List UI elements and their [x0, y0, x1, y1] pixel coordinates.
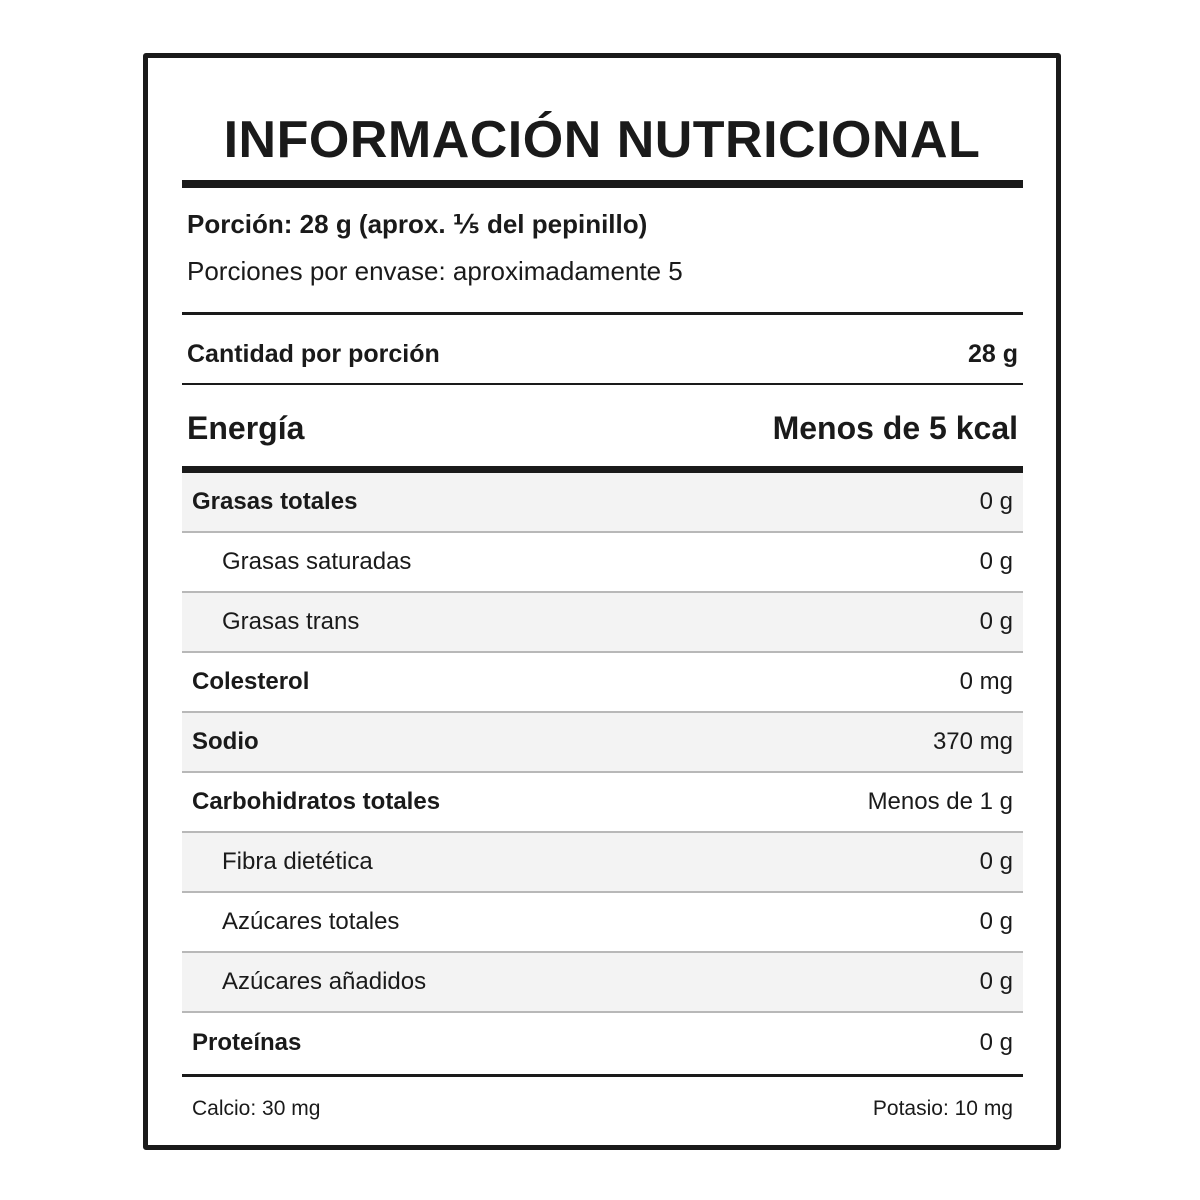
serving-size: Porción: 28 g (aprox. ⅕ del pepinillo) — [187, 209, 648, 239]
nutrient-name: Grasas trans — [222, 608, 360, 635]
nutrient-value: 0 g — [979, 848, 1013, 875]
nutrient-name: Azúcares añadidos — [222, 968, 427, 995]
nutrient-value: 0 mg — [959, 668, 1013, 695]
nutrient-name: Grasas saturadas — [222, 548, 412, 575]
nutrient-row-trans-fat — [182, 593, 1023, 653]
nutrient-value: 0 g — [979, 1029, 1013, 1056]
footer-row — [182, 1091, 1023, 1127]
nutrient-name: Carbohidratos totales — [192, 788, 441, 815]
nutrient-row-cholesterol — [182, 653, 1023, 713]
nutrient-name: Azúcares totales — [222, 908, 400, 935]
nutrient-row-added-sugars — [182, 953, 1023, 1013]
nutrient-value: Menos de 1 g — [867, 788, 1013, 815]
nutrient-value: 0 g — [979, 608, 1013, 635]
nutrient-name: Fibra dietética — [222, 848, 373, 875]
energy-row — [182, 403, 1023, 453]
nutrition-label — [143, 53, 1061, 1150]
amount-per-serving-row — [182, 333, 1023, 375]
footer-divider — [182, 1074, 1023, 1077]
nutrient-row-dietary-fiber — [182, 833, 1023, 893]
nutrient-name: Sodio — [192, 728, 259, 755]
nutrient-name: Grasas totales — [192, 488, 358, 515]
nutrient-row-total-sugars — [182, 893, 1023, 953]
amount-per-serving-label: Cantidad por porción — [187, 339, 440, 368]
calcium-text: Calcio: 30 mg — [192, 1097, 321, 1120]
nutrient-row-protein — [182, 1013, 1023, 1073]
nutrient-value: 0 g — [979, 968, 1013, 995]
energy-value: Menos de 5 kcal — [772, 409, 1018, 446]
potassium-text: Potasio: 10 mg — [872, 1097, 1013, 1120]
nutrient-name: Proteínas — [192, 1029, 302, 1056]
nutrient-value: 0 g — [979, 488, 1013, 515]
nutrient-row-sodium — [182, 713, 1023, 773]
serving-divider — [182, 312, 1023, 315]
title-divider — [182, 180, 1023, 188]
amount-divider — [182, 383, 1023, 385]
nutrient-table — [182, 473, 1023, 1073]
nutrient-row-saturated-fat — [182, 533, 1023, 593]
nutrient-row-total-fat — [182, 473, 1023, 533]
energy-label: Energía — [187, 409, 305, 446]
nutrient-row-total-carbohydrates — [182, 773, 1023, 833]
nutrient-name: Colesterol — [192, 668, 310, 695]
nutrient-value: 370 mg — [932, 728, 1013, 755]
nutrient-value: 0 g — [979, 908, 1013, 935]
label-title: INFORMACIÓN NUTRICIONAL — [223, 111, 981, 169]
servings-per-container: Porciones por envase: aproximadamente 5 — [187, 256, 683, 286]
amount-per-serving-value: 28 g — [967, 339, 1018, 368]
nutrient-value: 0 g — [979, 548, 1013, 575]
